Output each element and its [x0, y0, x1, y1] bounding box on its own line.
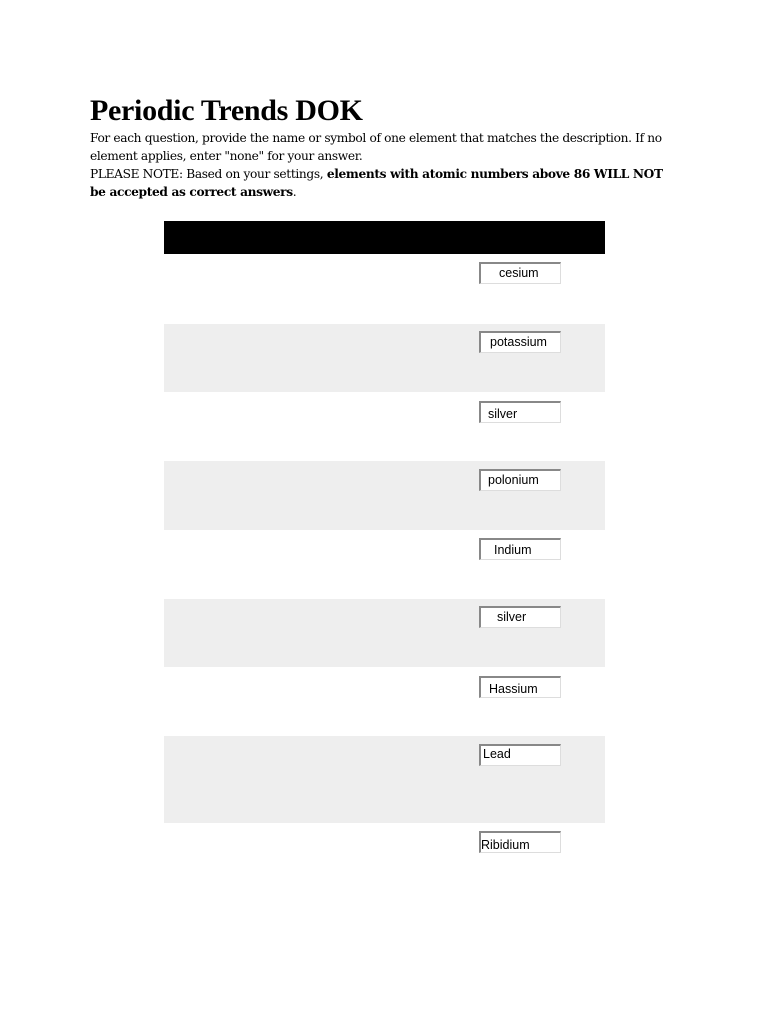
question-row-6: [164, 599, 605, 667]
answer-input-9[interactable]: Ribidium: [479, 831, 561, 853]
question-row-1: [164, 254, 605, 324]
questions-table: [164, 221, 605, 883]
note-bold: elements with atomic numbers above 86 WILL NOT be accepted as correct answers: [90, 167, 663, 199]
question-row-5: [164, 530, 605, 599]
answer-input-3[interactable]: silver: [479, 401, 561, 423]
page-title: Periodic Trends DOK: [90, 94, 363, 127]
answer-input-1[interactable]: cesium: [479, 262, 561, 284]
answer-input-5[interactable]: Indium: [479, 538, 561, 560]
question-row-4: [164, 461, 605, 530]
note-prefix: PLEASE NOTE: Based on your settings,: [90, 167, 327, 181]
answer-input-4[interactable]: polonium: [479, 469, 561, 491]
answer-input-6[interactable]: silver: [479, 606, 561, 628]
question-row-2: [164, 324, 605, 392]
note-suffix: .: [292, 185, 297, 199]
question-row-8: [164, 736, 605, 823]
question-row-9: [164, 823, 605, 883]
question-row-7: [164, 667, 605, 736]
question-row-3: [164, 392, 605, 461]
answer-input-7[interactable]: Hassium: [479, 676, 561, 698]
table-header: [164, 221, 605, 254]
instructions: [90, 129, 680, 201]
answer-input-8[interactable]: Lead: [479, 744, 561, 766]
instructions-text: For each question, provide the name or symbol of one element that matches the description. If no element applies, enter "none" for your answer.: [90, 131, 662, 163]
answer-input-2[interactable]: potassium: [479, 331, 561, 353]
